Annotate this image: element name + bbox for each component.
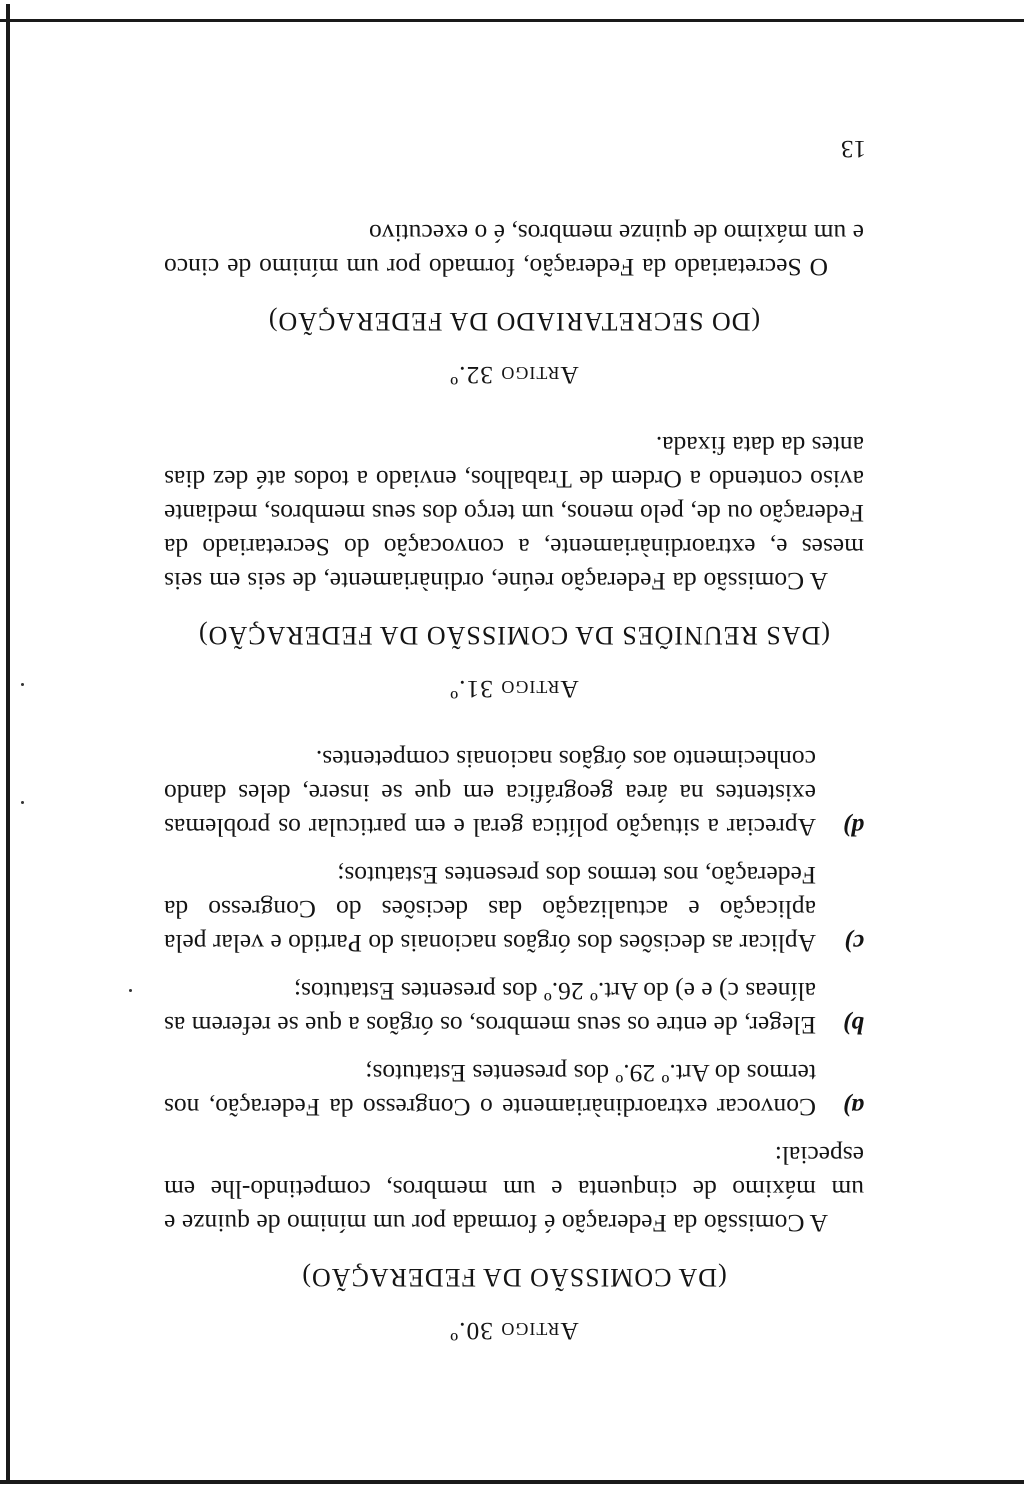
article-title: (DO SECRETARIADO DA FEDERAÇÃO): [267, 307, 761, 336]
scan-speck: [129, 989, 132, 992]
scan-speck: [21, 801, 24, 804]
page-body: [164, 216, 864, 1384]
article-title: (DA COMISSÃO DA FEDERAÇÃO): [301, 1263, 727, 1292]
bottom-border-rule: [0, 19, 1024, 22]
article-intro: O Secretariado da Federação, formado por um mínimo de cinco e um máximo de quinze membros, é o executivo: [164, 219, 864, 282]
list-item: [164, 742, 864, 844]
item-letter: a): [842, 1093, 864, 1122]
item-text: Apreciar a situação política geral e em particular os problemas existentes na área geográfica em que se insere, deles dando conhecimento aos órgãos nacionais competentes.: [164, 745, 816, 842]
right-border-rule: [6, 4, 10, 1484]
item-letter: b): [842, 1011, 864, 1040]
article-title: (DAS REUNIÕES DA COMISSÃO DA FEDERAÇÃO): [198, 621, 830, 650]
item-text: Aplicar as decisões dos órgãos nacionais do Partido e velar pela aplicação e actualização das decisões do Congresso da Federação, nos termos dos presentes Estatutos;: [164, 861, 816, 958]
list-item: [164, 974, 864, 1042]
article-31: [164, 428, 864, 706]
item-text: Convocar extraordinàriamente o Congresso da Federação, nos termos do Art.º 29.º dos presentes Estatutos;: [164, 1059, 816, 1122]
article-heading: Artigo 32.º: [449, 361, 579, 390]
article-32: [164, 216, 864, 392]
item-letter: c): [844, 929, 864, 958]
article-intro: A Comissão da Federação reúne, ordinàriamente, de seis em seis meses e, extraordinàriamente, a convocação do Secretariado da Federação ou de, pelo menos, um terço dos seus membros, mediante aviso contendo a Ordem de Trabalhos, enviado a todos até dez dias antes da data fixada.: [164, 431, 864, 596]
article-30: [164, 742, 864, 1348]
page-number: 13: [841, 135, 866, 162]
list-item: [164, 1056, 864, 1124]
list-item: [164, 858, 864, 960]
item-text: Eleger, de entre os seus membros, os órgãos a que se referem as alíneas c) e e) do Art.º 26.º dos presentes Estatutos;: [164, 977, 816, 1040]
article-heading: Artigo 31.º: [449, 675, 579, 704]
article-heading: Artigo 30.º: [449, 1317, 579, 1346]
article-intro: A Comissão da Federação é formada por um mínimo de quinze e um máximo de cinquenta e um membros, competindo-lhe em especial:: [164, 1141, 864, 1238]
top-border-rule: [0, 1480, 1024, 1484]
scan-speck: [21, 683, 24, 686]
item-letter: d): [842, 813, 864, 842]
